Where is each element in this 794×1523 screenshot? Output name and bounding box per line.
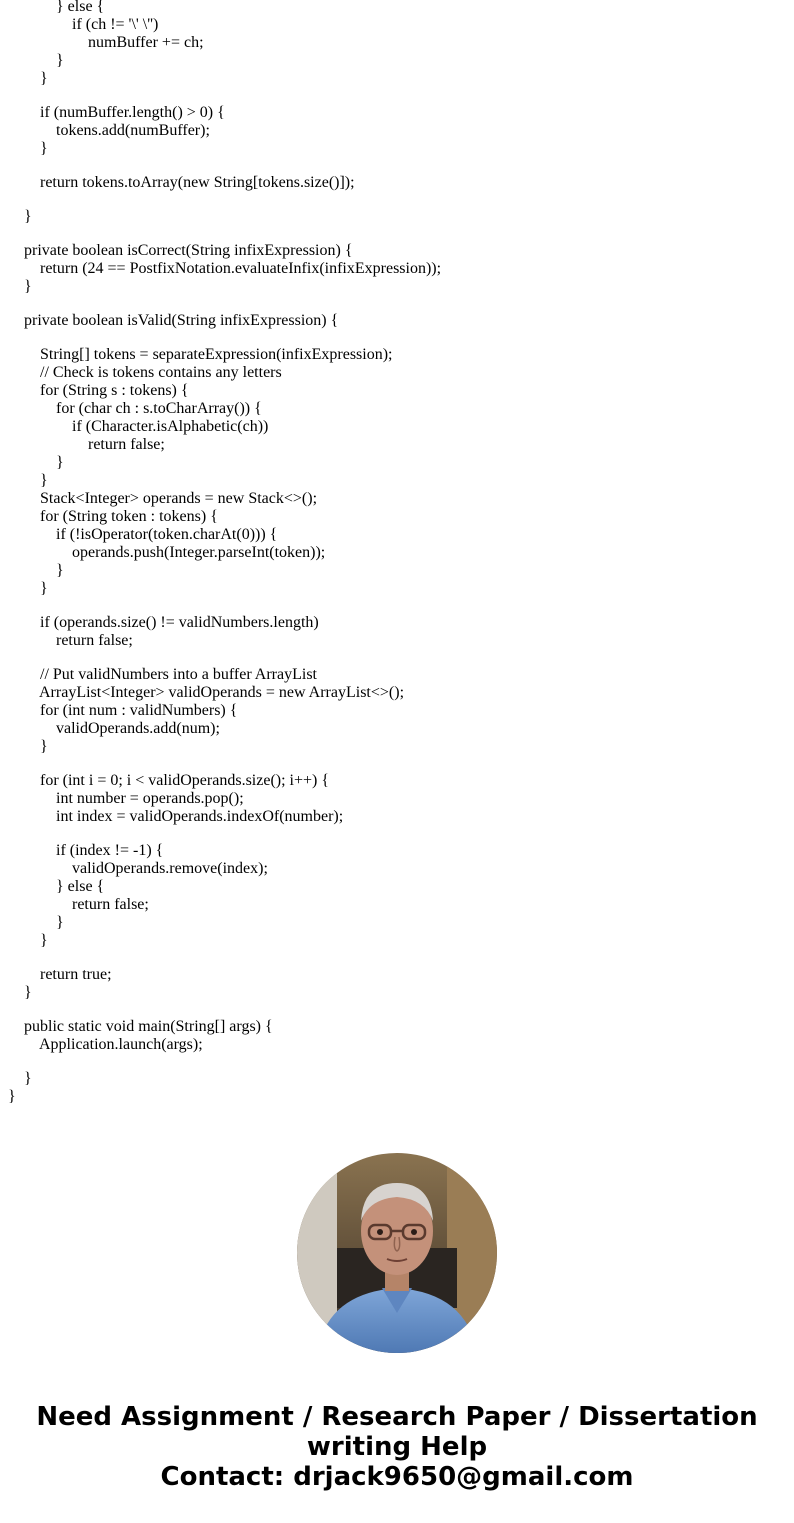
blank-line: [8, 1002, 788, 1018]
code-line: private boolean isCorrect(String infixExpression) {: [24, 242, 353, 259]
code-line: for (String token : tokens) {: [40, 508, 218, 525]
code-line: String[] tokens = separateExpression(infixExpression);: [40, 346, 393, 363]
code-line: }: [8, 1088, 16, 1105]
code-line: }: [40, 738, 48, 755]
code-line: validOperands.remove(index);: [72, 860, 268, 877]
code-line: }: [24, 208, 32, 225]
code-line: Application.launch(args);: [39, 1036, 203, 1053]
code-line: for (char ch : s.toCharArray()) {: [56, 400, 262, 417]
code-line: }: [56, 562, 64, 579]
code-line: }: [40, 140, 48, 157]
code-line: } else {: [56, 878, 105, 895]
code-line: }: [56, 914, 64, 931]
code-line: tokens.add(numBuffer);: [56, 122, 210, 139]
blank-line: [8, 756, 788, 772]
code-line: int index = validOperands.indexOf(number);: [56, 808, 344, 825]
code-line: return true;: [40, 966, 112, 983]
blank-line: [8, 158, 788, 174]
blank-line: [8, 1054, 788, 1070]
author-photo: [297, 1153, 497, 1353]
blank-line: [8, 192, 788, 208]
code-line: operands.push(Integer.parseInt(token));: [72, 544, 326, 561]
code-line: if (numBuffer.length() > 0) {: [40, 104, 225, 121]
code-line: if (Character.isAlphabetic(ch)): [72, 418, 269, 435]
portrait-image: [297, 1153, 497, 1353]
banner-line-1: Need Assignment / Research Paper / Dissertation: [36, 1402, 758, 1432]
code-line: return false;: [72, 896, 149, 913]
code-line: return false;: [56, 632, 133, 649]
code-line: public static void main(String[] args) {: [24, 1018, 273, 1035]
code-line: for (String s : tokens) {: [40, 382, 189, 399]
blank-line: [8, 88, 788, 104]
code-line: return tokens.toArray(new String[tokens.size()]);: [40, 174, 355, 191]
code-line: for (int num : validNumbers) {: [40, 702, 238, 719]
code-line: ArrayList<Integer> validOperands = new ArrayList<>();: [39, 684, 405, 701]
code-line: }: [24, 278, 32, 295]
code-line: if (ch != '\' \''): [72, 16, 159, 33]
code-line: }: [24, 984, 32, 1001]
code-line: return (24 == PostfixNotation.evaluateInfix(infixExpression));: [40, 260, 442, 277]
blank-line: [8, 226, 788, 242]
code-line: Stack<Integer> operands = new Stack<>();: [40, 490, 318, 507]
code-line: }: [40, 932, 48, 949]
contact-email-line: Contact: drjack9650@gmail.com: [160, 1462, 634, 1492]
code-line: if (operands.size() != validNumbers.length): [40, 614, 319, 631]
code-line: // Put validNumbers into a buffer ArrayList: [40, 666, 317, 683]
code-line: for (int i = 0; i < validOperands.size(); i++) {: [40, 772, 330, 789]
code-line: private boolean isValid(String infixExpression) {: [24, 312, 339, 329]
blank-line: [8, 598, 788, 614]
contact-banner: [0, 1402, 794, 1492]
code-line: if (!isOperator(token.charAt(0))) {: [56, 526, 278, 543]
blank-line: [8, 950, 788, 966]
banner-line-2: writing Help: [306, 1432, 488, 1462]
blank-line: [8, 296, 788, 312]
code-line: }: [56, 454, 64, 471]
code-line: }: [40, 472, 48, 489]
code-line: } else {: [56, 0, 105, 15]
code-line: // Check is tokens contains any letters: [40, 364, 282, 381]
blank-line: [8, 826, 788, 842]
code-line: int number = operands.pop();: [56, 790, 244, 807]
code-block: [8, 0, 788, 1106]
code-line: }: [56, 52, 64, 69]
code-line: return false;: [88, 436, 165, 453]
code-line: }: [40, 580, 48, 597]
code-line: }: [24, 1070, 32, 1087]
code-line: numBuffer += ch;: [88, 34, 204, 51]
code-line: if (index != -1) {: [56, 842, 164, 859]
blank-line: [8, 330, 788, 346]
code-line: validOperands.add(num);: [56, 720, 220, 737]
code-line: }: [40, 70, 48, 87]
blank-line: [8, 650, 788, 666]
